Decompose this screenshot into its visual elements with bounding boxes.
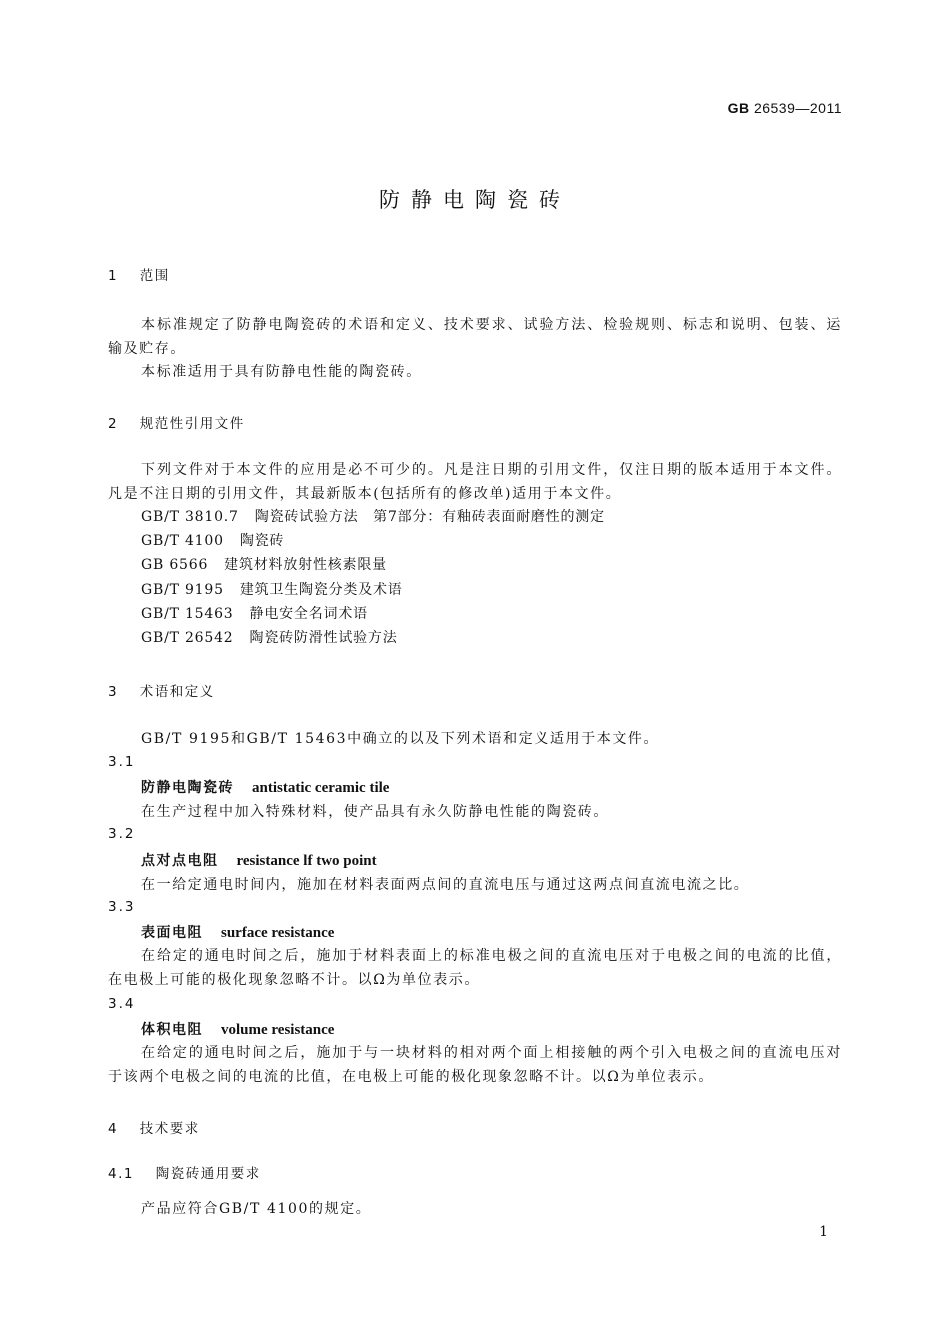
terms-intro: GB/T 9195和GB/T 15463中确立的以及下列术语和定义适用于本文件。 <box>141 731 660 747</box>
paragraph-text: 下列文件对于本文件的应用是必不可少的。凡是注日期的引用文件，仅注日期的版本适用于本文件。凡是不注日期的引用文件，其最新版本(包括所有的修改单)适用于本文件。 <box>108 462 842 502</box>
section-number: 2 <box>108 416 119 432</box>
reference-title: 陶瓷砖试验方法 第7部分：有釉砖表面耐磨性的测定 <box>254 509 605 525</box>
page-number: 1 <box>819 1224 828 1240</box>
term-number: 3.4 <box>108 996 136 1012</box>
term-number: 3.3 <box>108 899 136 915</box>
paragraph-text: 在给定的通电时间之后，施加于材料表面上的标准电极之间的直流电压对于电极之间的电流的比值，在电极上可能的极化现象忽略不计。以Ω为单位表示。 <box>108 948 842 988</box>
reference-title: 陶瓷砖防滑性试验方法 <box>249 630 398 646</box>
section-heading-3 <box>108 680 215 700</box>
section-heading-4 <box>108 1117 200 1137</box>
reference-code: GB/T 26542 <box>141 630 234 646</box>
reference-title: 建筑卫生陶瓷分类及术语 <box>239 582 403 598</box>
requirements-general: 产品应符合GB/T 4100的规定。 <box>141 1201 372 1217</box>
reference-code: GB/T 9195 <box>141 582 224 598</box>
term-chinese: 点对点电阻 <box>141 853 219 869</box>
document-code <box>728 100 842 116</box>
section-title: 规范性引用文件 <box>139 416 245 432</box>
term-chinese: 体积电阻 <box>141 1022 203 1038</box>
scope-paragraph-1 <box>108 313 842 361</box>
term-definition <box>108 944 842 992</box>
term-heading <box>141 777 389 797</box>
paragraph-text: 本标准规定了防静电陶瓷砖的术语和定义、技术要求、试验方法、检验规则、标志和说明、包装、运输及贮存。 <box>108 317 842 357</box>
section-title: 术语和定义 <box>139 684 215 700</box>
section-number: 3 <box>108 684 119 700</box>
page-title: 防静电陶瓷砖 <box>379 188 571 212</box>
term-english: antistatic ceramic tile <box>252 780 390 796</box>
normative-intro <box>108 458 842 506</box>
reference-title: 静电安全名词术语 <box>249 606 368 622</box>
term-chinese: 表面电阻 <box>141 925 203 941</box>
term-chinese: 防静电陶瓷砖 <box>141 780 234 796</box>
reference-item <box>141 506 605 526</box>
section-heading-1 <box>108 264 170 284</box>
reference-item <box>141 627 398 647</box>
reference-title: 建筑材料放射性核素限量 <box>224 557 387 573</box>
reference-code: GB/T 3810.7 <box>141 509 239 525</box>
term-english: volume resistance <box>221 1022 335 1038</box>
section-number: 1 <box>108 268 119 284</box>
reference-code: GB 6566 <box>141 557 209 573</box>
section-heading-4-1 <box>108 1162 261 1182</box>
section-title: 技术要求 <box>139 1121 200 1137</box>
term-english: resistance lf two point <box>236 853 377 869</box>
term-english: surface resistance <box>221 925 335 941</box>
section-number: 4.1 <box>108 1166 134 1182</box>
term-definition: 在一给定通电时间内，施加在材料表面两点间的直流电压与通过这两点间直流电流之比。 <box>141 877 750 893</box>
reference-title: 陶瓷砖 <box>239 533 285 549</box>
document-code-prefix: GB <box>727 100 750 116</box>
paragraph-text: 在给定的通电时间之后，施加于与一块材料的相对两个面上相接触的两个引入电极之间的直流电压对于该两个电极之间的电流的比值，在电极上可能的极化现象忽略不计。以Ω为单位表示。 <box>108 1045 842 1085</box>
term-definition <box>108 1041 842 1089</box>
reference-code: GB/T 15463 <box>141 606 234 622</box>
reference-item <box>141 530 284 550</box>
document-code-number: 26539—2011 <box>753 100 842 116</box>
term-heading <box>141 922 334 942</box>
term-heading <box>141 1019 334 1039</box>
section-title: 陶瓷砖通用要求 <box>155 1166 261 1182</box>
section-heading-2 <box>108 412 245 432</box>
term-number: 3.1 <box>108 754 136 770</box>
section-title: 范围 <box>139 268 170 284</box>
reference-code: GB/T 4100 <box>141 533 224 549</box>
reference-item <box>141 603 368 623</box>
reference-item <box>141 554 387 574</box>
term-heading <box>141 850 377 870</box>
scope-paragraph-2: 本标准适用于具有防静电性能的陶瓷砖。 <box>141 364 422 380</box>
term-definition: 在生产过程中加入特殊材料，使产品具有永久防静电性能的陶瓷砖。 <box>141 804 609 820</box>
section-number: 4 <box>108 1121 119 1137</box>
reference-item <box>141 579 403 599</box>
term-number: 3.2 <box>108 826 136 842</box>
